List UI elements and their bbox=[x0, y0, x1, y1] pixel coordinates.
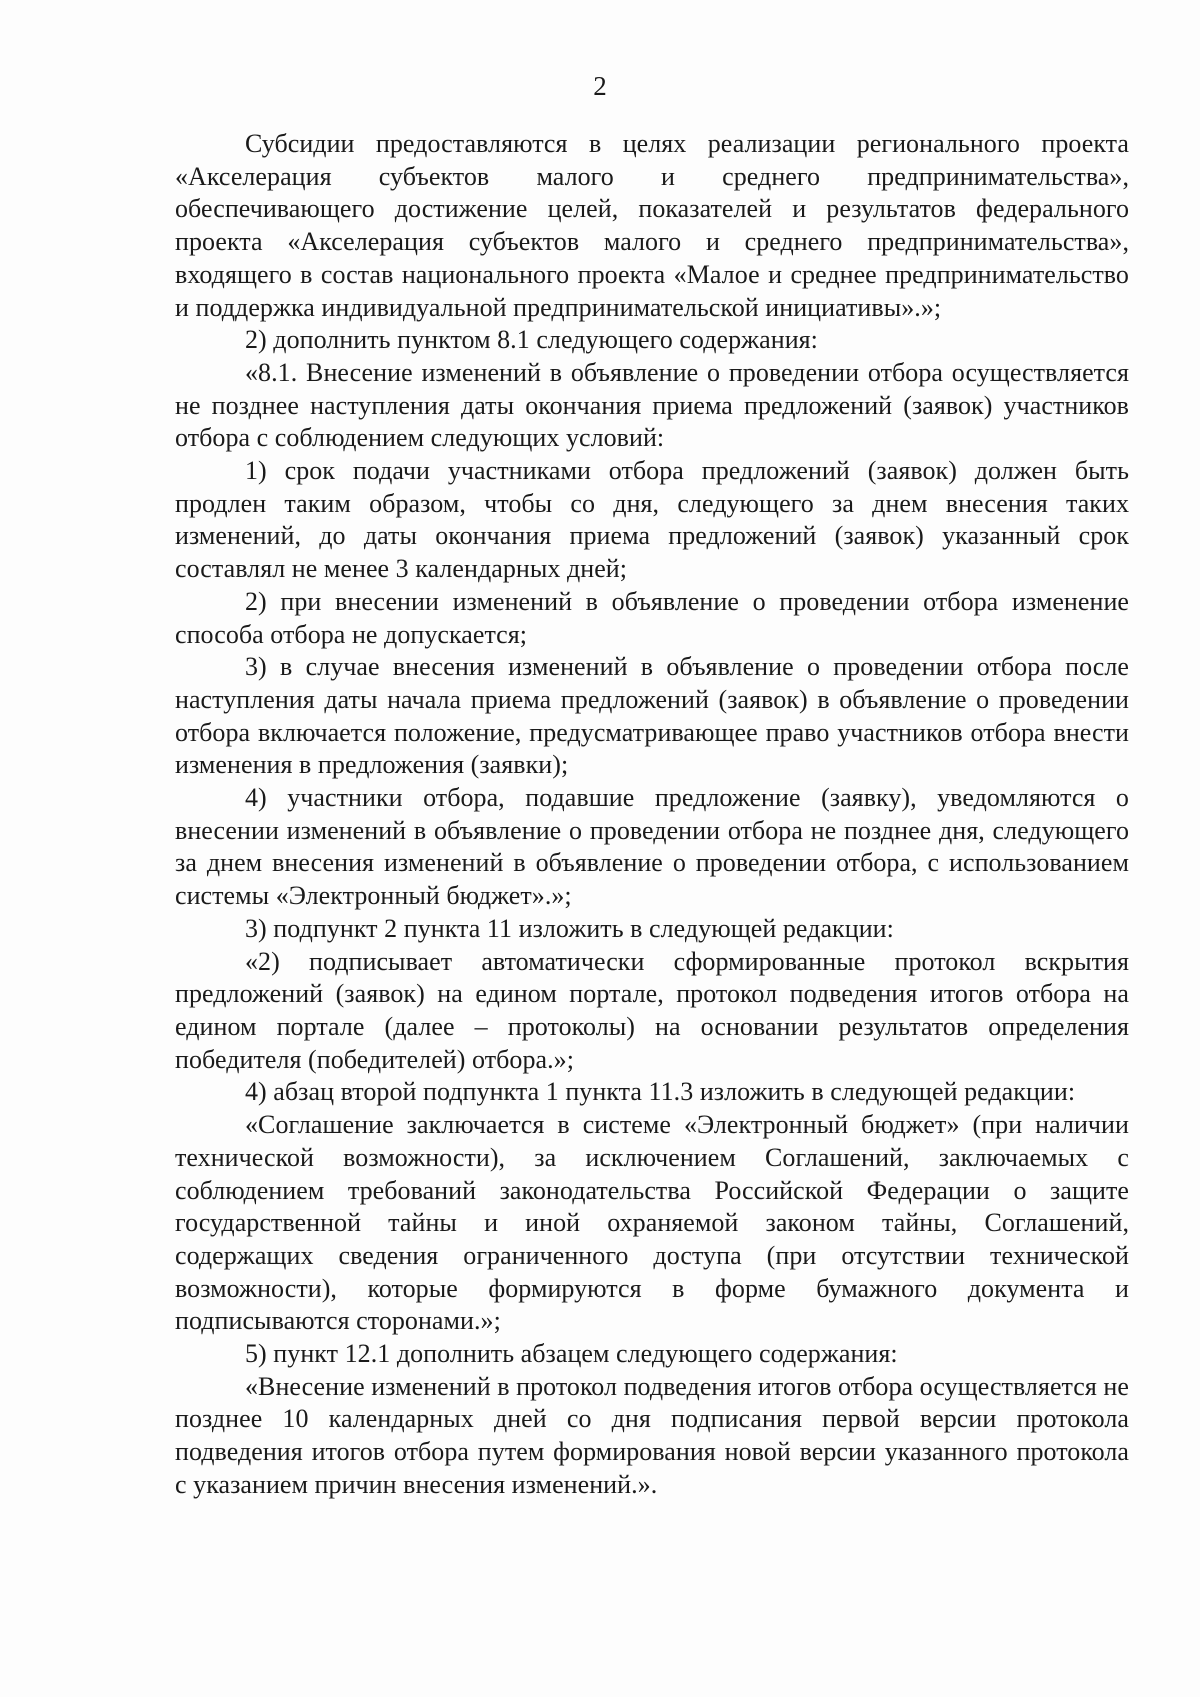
paragraph-subitem-2-text: «2) подписывает автоматически сформированные протокол вскрытия предложений (заявок) на едином портале, протокол подведения итогов отбора на едином портале (далее – протоколы) на основании результатов определения победителя (победителей) отбора.»; bbox=[175, 946, 1129, 1074]
paragraph-condition-2: 2) при внесении изменений в объявление о проведении отбора изменение способа отбора не допускается; bbox=[175, 586, 1129, 649]
page-number: 2 bbox=[593, 71, 607, 101]
paragraph-item-3: 3) подпункт 2 пункта 11 изложить в следующей редакции: bbox=[245, 913, 894, 943]
paragraph-agreement-text: «Соглашение заключается в системе «Электронный бюджет» (при наличии технической возможности), за исключением Соглашений, заключаемых с соблюдением требований законодательства Российской Федерации о защите государственной тайны и иной охраняемой законом тайны, Соглашений, содержащих сведения ограниченного доступа (при отсутствии технической возможности), которые формируются в форме бумажного документа и подписываются сторонами.»; bbox=[175, 1110, 1129, 1336]
paragraph-item-5: 5) пункт 12.1 дополнить абзацем следующего содержания: bbox=[245, 1339, 898, 1369]
paragraph-item-2-add-8-1: 2) дополнить пунктом 8.1 следующего содержания: bbox=[245, 325, 818, 355]
document-body bbox=[175, 128, 1129, 1502]
paragraph-condition-1: 1) срок подачи участниками отбора предложений (заявок) должен быть продлен таким образом, чтобы со дня, следующего за днем внесения таких изменений, до даты окончания приема предложений (заявок) указанный срок составлял не менее 3 календарных дней; bbox=[175, 456, 1129, 584]
paragraph-condition-3: 3) в случае внесения изменений в объявление о проведении отбора после наступления даты начала приема предложений (заявок) в объявление о проведении отбора включается положение, предусматривающее право участников отбора внести изменения в предложения (заявки); bbox=[175, 652, 1129, 780]
paragraph-item-4: 4) абзац второй подпункта 1 пункта 11.3 изложить в следующей редакции: bbox=[245, 1077, 1076, 1107]
paragraph-protocol-changes: «Внесение изменений в протокол подведения итогов отбора осуществляется не позднее 10 календарных дней со дня подписания первой версии протокола подведения итогов отбора путем формирования новой версии указанного протокола с указанием причин внесения изменений.». bbox=[175, 1371, 1129, 1499]
paragraph-clause-8-1: «8.1. Внесение изменений в объявление о проведении отбора осуществляется не позднее наступления даты окончания приема предложений (заявок) участников отбора с соблюдением следующих условий: bbox=[175, 357, 1129, 453]
paragraph-subsidies-purpose: Субсидии предоставляются в целях реализации регионального проекта «Акселерация субъектов малого и среднего предпринимательства», обеспечивающего достижение целей, показателей и результатов федерального проекта «Акселерация субъектов малого и среднего предпринимательства», входящего в состав национального проекта «Малое и среднее предпринимательство и поддержка индивидуальной предпринимательской инициативы».»; bbox=[175, 129, 1129, 322]
paragraph-condition-4: 4) участники отбора, подавшие предложение (заявку), уведомляются о внесении изменений в объявление о проведении отбора не позднее дня, следующего за днем внесения изменений в объявление о проведении отбора, с использованием системы «Электронный бюджет».»; bbox=[175, 783, 1129, 911]
